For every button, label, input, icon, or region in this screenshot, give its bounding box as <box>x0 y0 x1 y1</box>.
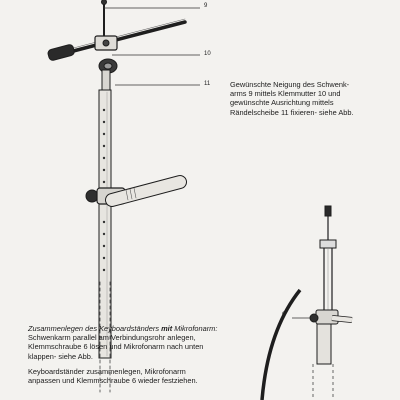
callout-6: 6 <box>282 312 286 318</box>
callout-9: 9 <box>204 3 208 9</box>
instruction-line: Keyboardständer zusammenlegen, Mikrofonarm <box>28 366 186 376</box>
adjustment-description <box>230 80 398 117</box>
heading-suffix: Mikrofonarm: <box>172 324 218 333</box>
description-line: gewünschte Ausrichtung mittels <box>230 98 334 108</box>
folding-instructions <box>28 324 278 385</box>
instruction-line: anpassen und Klemmschraube 6 wieder festziehen. <box>28 376 198 386</box>
instruction-line: klappen- siehe Abb. <box>28 351 93 361</box>
callout-11: 11 <box>204 81 211 87</box>
description-line: Gewünschte Neigung des Schwenk- <box>230 80 350 89</box>
instruction-line: Klemmschraube 6 lösen und Mikrofonarm nach unten <box>28 342 204 352</box>
description-line: arms 9 mittels Klemmutter 10 und <box>230 89 341 99</box>
section-heading <box>28 324 278 333</box>
callout-10: 10 <box>204 51 211 57</box>
heading-bold: mit <box>161 324 173 333</box>
instruction-line: Schwenkarm parallel am Verbindungsrohr anlegen, <box>28 333 196 343</box>
description-line: Rändelscheibe 11 fixieren- siehe Abb. <box>230 107 354 117</box>
heading-prefix: Zusammenlegen des Keyboardständers <box>28 324 162 333</box>
